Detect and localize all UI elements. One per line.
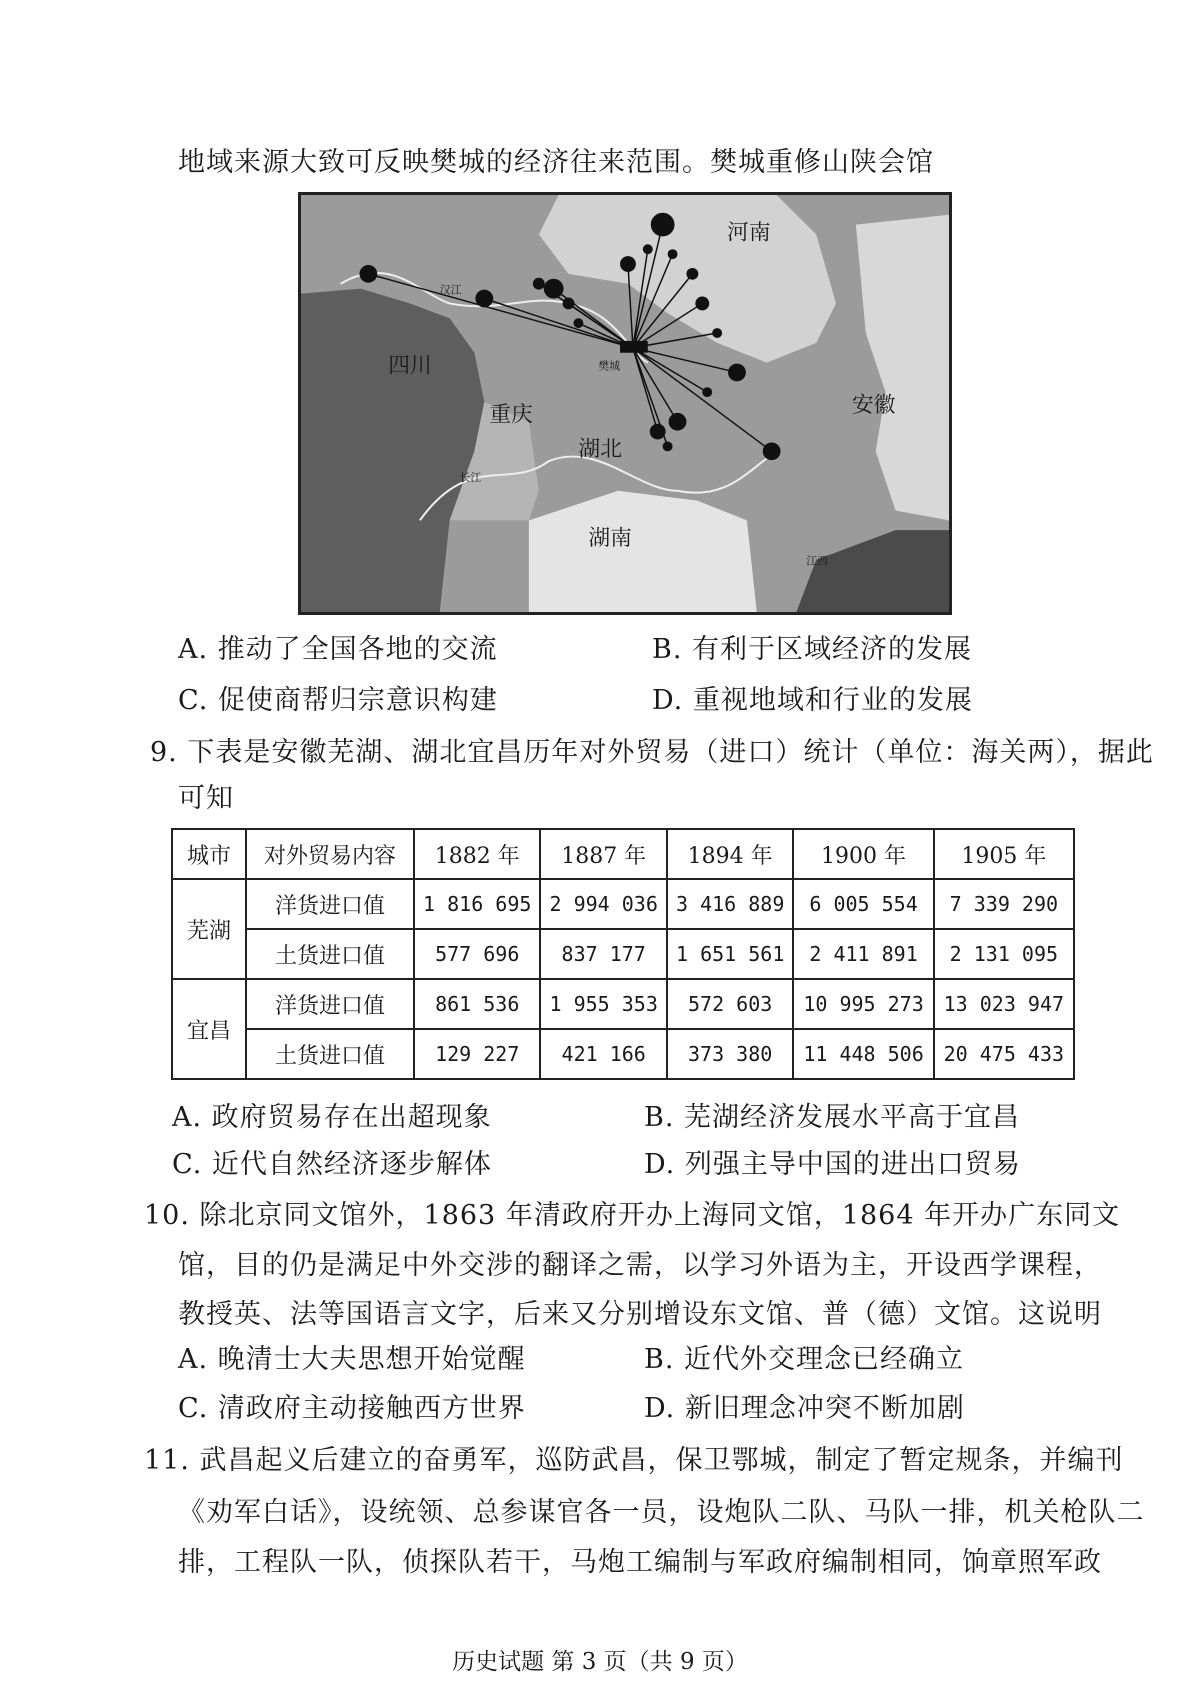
q8-option-a: A. 推动了全国各地的交流 [178,634,498,665]
value-cell: 2 994 036 [540,879,666,929]
map-label-changjiang: 长江 [459,470,482,484]
q11-stem-line1: 11. 武昌起义后建立的奋勇军，巡防武昌，保卫鄂城，制定了暂定规条，并编刊 [144,1445,1124,1476]
map-label-hunan: 湖南 [588,526,632,551]
q10-option-c: C. 清政府主动接触西方世界 [178,1393,526,1424]
q10-stem-line2: 馆，目的仍是满足中外交涉的翻译之需，以学习外语为主，开设西学课程， [178,1250,1102,1281]
table-row [172,1029,1074,1079]
q11-stem-line3: 排，工程队一队，侦探队若干，马炮工编制与军政府编制相同，饷章照军政 [178,1547,1102,1578]
q10-stem-line1: 10. 除北京同文馆外，1863 年清政府开办上海同文馆，1864 年开办广东同文 [144,1200,1121,1231]
value-cell: 373 380 [667,1029,793,1079]
value-cell: 861 536 [414,979,540,1029]
value-cell: 20 475 433 [934,1029,1074,1079]
table-row [172,879,1074,929]
map-label-anhui: 安徽 [851,392,896,418]
value-cell: 1 816 695 [414,879,540,929]
header-item: 对外贸易内容 [246,829,414,879]
header-city: 城市 [172,829,246,879]
city-cell-wuhu: 芜湖 [172,879,246,979]
page-footer: 历史试题 第 3 页（共 9 页） [452,1649,748,1675]
q9-option-d: D. 列强主导中国的进出口贸易 [644,1149,1021,1180]
value-cell: 577 696 [414,929,540,979]
fancheng-trade-map [298,192,952,615]
jiangxi-region [796,530,949,612]
city-cell-yichang: 宜昌 [172,979,246,1079]
henan-region [539,195,836,363]
value-cell: 11 448 506 [793,1029,933,1079]
value-cell: 1 955 353 [540,979,666,1029]
intro-text: 地域来源大致可反映樊城的经济往来范围。樊城重修山陕会馆 [178,147,934,178]
hunan-region [529,491,757,612]
map-label-sichuan: 四川 [388,353,432,379]
value-cell: 3 416 889 [667,879,793,929]
header-1882: 1882 年 [414,829,540,879]
map-label-jiangxi: 江西 [806,554,829,568]
q8-option-b: B. 有利于区域经济的发展 [652,634,973,665]
fancheng-marker [620,341,648,353]
item-cell: 土货进口值 [246,1029,414,1079]
map-label-fancheng: 樊城 [598,359,621,373]
q10-stem-line3: 教授英、法等国语言文字，后来又分别增设东文馆、普（德）文馆。这说明 [178,1299,1102,1330]
table-row [172,929,1074,979]
q11-stem-line2: 《劝军白话》，设统领、总参谋官各一员，设炮队二队、马队一排，机关枪队二 [178,1497,1145,1528]
table-row [172,979,1074,1029]
value-cell: 129 227 [414,1029,540,1079]
header-1887: 1887 年 [540,829,666,879]
q10-option-d: D. 新旧理念冲突不断加剧 [644,1393,965,1424]
map-label-henan: 河南 [727,220,771,246]
q9-option-c: C. 近代自然经济逐步解体 [172,1149,492,1180]
item-cell: 洋货进口值 [246,979,414,1029]
value-cell: 2 411 891 [793,929,933,979]
value-cell: 837 177 [540,929,666,979]
q10-option-a: A. 晚清士大夫思想开始觉醒 [178,1344,526,1375]
q9-option-a: A. 政府贸易存在出超现象 [172,1102,492,1133]
q10-option-b: B. 近代外交理念已经确立 [644,1344,965,1375]
header-1905: 1905 年 [934,829,1074,879]
value-cell: 13 023 947 [934,979,1074,1029]
value-cell: 6 005 554 [793,879,933,929]
value-cell: 2 131 095 [934,929,1074,979]
item-cell: 土货进口值 [246,929,414,979]
value-cell: 421 166 [540,1029,666,1079]
q9-stem-line2: 可知 [178,783,234,814]
map-label-chongqing: 重庆 [489,402,533,428]
value-cell: 572 603 [667,979,793,1029]
table-header-row [172,829,1074,879]
value-cell: 10 995 273 [793,979,933,1029]
map-label-hanjiang: 汉江 [439,283,462,297]
q9-option-b: B. 芜湖经济发展水平高于宜昌 [644,1102,1021,1133]
map-label-hubei: 湖北 [578,437,623,463]
trade-table [171,828,1075,1080]
anhui-region [856,215,949,521]
header-1894: 1894 年 [667,829,793,879]
q9-stem-line1: 9. 下表是安徽芜湖、湖北宜昌历年对外贸易（进口）统计（单位：海关两），据此 [150,737,1154,768]
sichuan-region [301,289,484,612]
header-1900: 1900 年 [793,829,933,879]
item-cell: 洋货进口值 [246,879,414,929]
q8-option-d: D. 重视地域和行业的发展 [652,685,973,716]
q8-option-c: C. 促使商帮归宗意识构建 [178,685,498,716]
value-cell: 7 339 290 [934,879,1074,929]
value-cell: 1 651 561 [667,929,793,979]
